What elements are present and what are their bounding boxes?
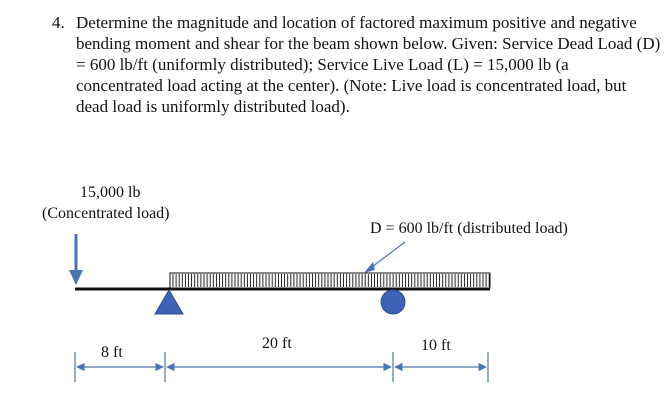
question-line: Determine the magnitude and location of factored maximum positive and negative [76, 13, 637, 32]
question-line: bending moment and shear for the beam shown below. Given: Service Dead Load (D) [76, 34, 661, 53]
question-line: dead load is uniformly distributed load). [76, 97, 350, 116]
question-line: = 600 lb/ft (uniformly distributed); Service Live Load (L) = 15,000 lb (a [76, 55, 569, 74]
question-number: 4. [52, 13, 65, 32]
distributed-load-label: D = 600 lb/ft (distributed load) [370, 220, 568, 237]
dimension-label-8ft: 8 ft [101, 344, 123, 361]
pin-support [155, 290, 183, 314]
point-load-description: (Concentrated load) [42, 205, 170, 222]
point-load-arrow [69, 234, 83, 285]
question-line: concentrated load acting at the center). (Note: Live load is concentrated load, but [76, 76, 627, 95]
distributed-load-leader [364, 242, 405, 273]
point-load-value: 15,000 lb [80, 184, 141, 201]
distributed-load-block [170, 273, 490, 288]
dimension-label-20ft: 20 ft [262, 335, 292, 352]
dimension-label-10ft: 10 ft [421, 337, 451, 354]
roller-support [381, 290, 405, 314]
